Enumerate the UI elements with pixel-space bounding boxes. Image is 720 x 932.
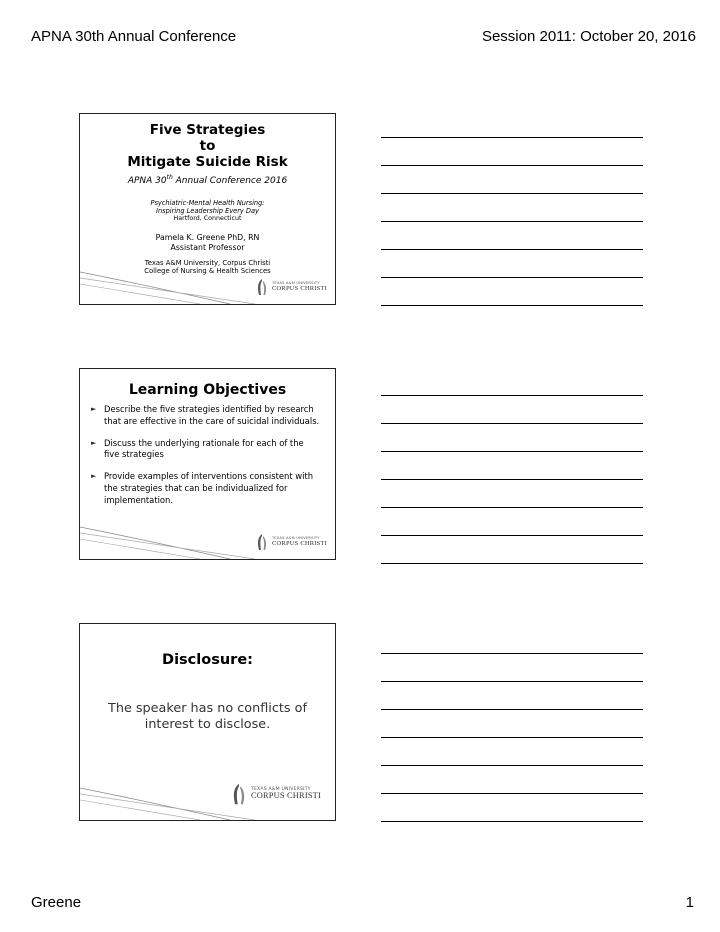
note-line — [381, 451, 643, 452]
conference-location: Hartford, Connecticut — [173, 215, 242, 222]
theme-line-2: Inspiring Leadership Every Day — [156, 207, 259, 215]
slide-objectives-heading: Learning Objectives — [128, 382, 287, 398]
institution-name: Texas A&M University, Corpus Christi — [144, 259, 271, 267]
note-line — [381, 793, 643, 794]
slide-objectives — [79, 368, 336, 560]
note-line — [381, 423, 643, 424]
note-line — [381, 737, 643, 738]
decorative-swoosh — [80, 264, 270, 304]
bullet-arrow-icon: ► — [91, 438, 97, 447]
note-line — [381, 535, 643, 536]
slide-disclosure-heading: Disclosure: — [162, 652, 253, 668]
logo-line-2: CORPUS CHRISTI — [272, 539, 327, 547]
disclosure-text — [94, 701, 321, 732]
note-line — [381, 653, 643, 654]
logo-line-2: CORPUS CHRISTI — [272, 284, 327, 292]
slide-title-heading — [80, 122, 335, 170]
list-item — [89, 471, 321, 506]
note-line — [381, 137, 643, 138]
note-line — [381, 507, 643, 508]
university-logo — [255, 533, 327, 551]
note-line — [381, 221, 643, 222]
list-item — [89, 438, 321, 461]
footer-author: Greene — [31, 894, 82, 911]
list-item — [89, 404, 321, 427]
header-conference: APNA 30th Annual Conference — [31, 28, 237, 45]
header-session: Session 2011: October 20, 2016 — [481, 28, 696, 45]
college-name: College of Nursing & Health Sciences — [144, 267, 271, 276]
note-line — [381, 277, 643, 278]
title-line-2: to — [199, 138, 216, 154]
objectives-list — [89, 404, 321, 517]
title-line-1: Five Strategies — [149, 122, 266, 138]
note-line — [381, 765, 643, 766]
conference-suffix: Annual Conference 2016 — [172, 176, 288, 186]
logo-line-2: CORPUS CHRISTI — [250, 791, 321, 801]
note-line — [381, 395, 643, 396]
conference-superscript: th — [166, 174, 173, 181]
note-line — [381, 821, 643, 822]
title-line-3: Mitigate Suicide Risk — [127, 154, 288, 170]
university-logo — [230, 782, 321, 806]
note-line — [381, 479, 643, 480]
conference-name — [80, 174, 335, 186]
logo-emblem-icon — [255, 533, 269, 551]
bullet-arrow-icon: ► — [91, 472, 97, 481]
logo-emblem-icon — [230, 782, 248, 806]
objective-text: Describe the five strategies identified by research that are effective in the care of suicidal individuals. — [104, 404, 320, 426]
theme-line-1: Psychiatric-Mental Health Nursing: — [150, 199, 265, 207]
note-line — [381, 249, 643, 250]
decorative-swoosh — [80, 519, 270, 559]
presenter-name: Pamela K. Greene PhD, RN — [155, 233, 260, 242]
logo-line-1: TEXAS A&M UNIVERSITY — [272, 535, 320, 540]
slide-disclosure — [79, 623, 336, 821]
slide-title — [79, 113, 336, 305]
presenter-role: Assistant Professor — [170, 242, 245, 252]
bullet-arrow-icon: ► — [91, 405, 97, 413]
note-line — [381, 681, 643, 682]
objective-text: Provide examples of interventions consistent with the strategies that can be individualized for implementation. — [104, 471, 314, 505]
logo-line-1: TEXAS A&M UNIVERSITY — [272, 280, 320, 285]
note-line — [381, 165, 643, 166]
note-line — [381, 709, 643, 710]
conference-theme — [80, 199, 335, 215]
logo-emblem-icon — [255, 278, 269, 296]
conference-prefix: APNA 30 — [127, 176, 167, 186]
note-line — [381, 193, 643, 194]
note-line — [381, 305, 643, 306]
university-logo — [255, 278, 327, 296]
logo-line-1: TEXAS A&M UNIVERSITY — [250, 786, 311, 792]
disclosure-line-1: The speaker has no conflicts of — [108, 701, 307, 716]
disclosure-line-2: interest to disclose. — [144, 716, 271, 732]
page-number: 1 — [685, 894, 694, 911]
objective-text: Discuss the underlying rationale for each of the five strategies — [104, 437, 304, 460]
presenter-block — [80, 233, 335, 252]
note-line — [381, 563, 643, 564]
